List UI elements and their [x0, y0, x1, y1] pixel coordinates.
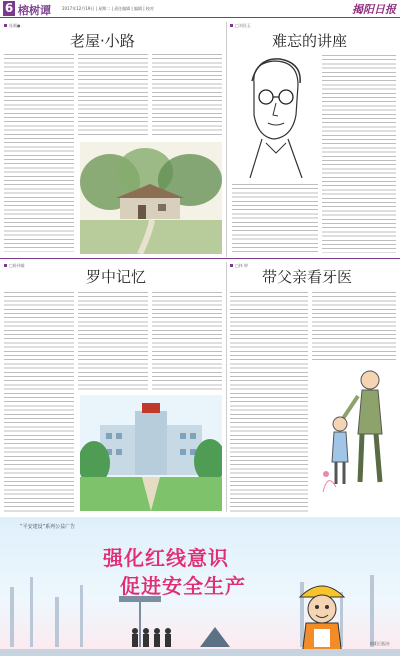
worker-mascot: [300, 586, 344, 656]
newspaper-logo: 揭阳日报: [352, 3, 396, 16]
section-divider: [0, 258, 400, 259]
column-divider: [226, 22, 227, 257]
section-label: □陈伟雄: [4, 263, 25, 269]
article-title: 罗中记忆: [86, 268, 147, 286]
article-title: 难忘的讲座: [272, 32, 348, 50]
portrait-sketch: [232, 53, 318, 178]
ad-headline: 强化红线意识: [103, 546, 229, 570]
article-text: [312, 290, 396, 360]
article-text: [152, 52, 222, 138]
article-text: [322, 53, 396, 253]
old-house-painting: [80, 142, 222, 254]
father-son-illustration: [318, 362, 398, 512]
article-text: [4, 290, 74, 512]
article-text: [152, 290, 222, 390]
date-line: 2017年12月19日 | 星期二 | 责任编辑 | 编辑 | 校对: [62, 6, 154, 11]
section-label: 连载●: [4, 23, 21, 29]
article-text: [230, 290, 308, 512]
page-header: [0, 0, 400, 18]
article-text: [4, 52, 74, 252]
ad-label: “平安建设”系列公益广告: [20, 524, 76, 530]
article-text: [232, 182, 318, 254]
section-label: □刘昌玉: [230, 23, 251, 29]
public-service-ad: [0, 517, 400, 656]
school-illustration: [80, 395, 222, 511]
section-label: □林 婷: [230, 263, 248, 269]
column-name: 榕树谭: [18, 4, 51, 17]
ad-credit: 揭阳日报社: [370, 641, 390, 646]
article-text: [78, 52, 148, 138]
page-number: 6: [4, 1, 14, 15]
article-text: [78, 290, 148, 390]
article-title: 带父亲看牙医: [262, 268, 353, 286]
ad-headline: 促进安全生产: [120, 574, 246, 598]
column-divider: [226, 262, 227, 512]
article-title: 老屋·小路: [70, 32, 135, 50]
